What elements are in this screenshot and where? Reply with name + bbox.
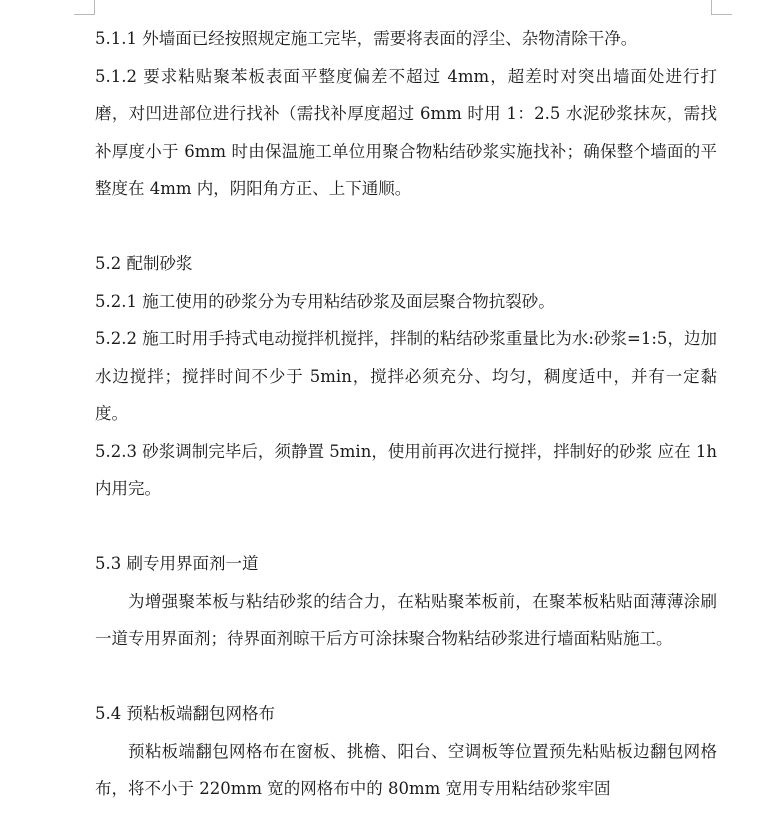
clause-5-1-2: 5.1.2 要求粘贴聚苯板表面平整度偏差不超过 4mm，超差时对突出墙面处进行打磨，对凹进部位进行找补（需找补厚度超过 6mm 时用 1：2.5 水泥砂浆抹灰，需找补厚度小于 6mm 时由保温施工单位用聚合物粘结砂浆实施找补；确保整个墙面的平整度在 4mm 内，阴阳角方正、上下通顺。 (95, 66, 717, 198)
section-5-4-body: 预粘板端翻包网格布在窗板、挑檐、阳台、空调板等位置预先粘贴板边翻包网格布，将不小于 220mm 宽的网格布中的 80mm 宽用专用粘结砂浆牢固 (95, 741, 717, 798)
page-corner-mark-right (711, 0, 732, 15)
clause-5-2-2: 5.2.2 施工时用手持式电动搅拌机搅拌，拌制的粘结砂浆重量比为水:砂浆=1:5，边加水边搅拌；搅拌时间不少于 5min，搅拌必须充分、均匀，稠度适中，并有一定黏度。 (95, 329, 717, 423)
clause-5-2-1: 5.2.1 施工使用的砂浆分为专用粘结砂浆及面层聚合物抗裂砂。 (95, 291, 555, 311)
page-corner-mark-left (74, 0, 95, 15)
section-5-3-body: 为增强聚苯板与粘结砂浆的结合力，在粘贴聚苯板前，在聚苯板粘贴面薄薄涂刷一道专用界面剂；待界面剂晾干后方可涂抹聚合物粘结砂浆进行墙面粘贴施工。 (95, 591, 717, 648)
clause-5-1-1: 5.1.1 外墙面已经按照规定施工完毕，需要将表面的浮尘、杂物清除干净。 (95, 29, 638, 48)
section-heading-5-4: 5.4 预粘板端翻包网格布 (95, 704, 275, 723)
section-heading-5-2: 5.2 配制砂浆 (95, 254, 193, 273)
section-heading-5-3: 5.3 刷专用界面剂一道 (95, 554, 259, 573)
clause-5-2-3: 5.2.3 砂浆调制完毕后，须静置 5min，使用前再次进行搅拌，拌制好的砂浆 应在 1h 内用完。 (95, 441, 717, 498)
document-body (95, 20, 717, 808)
